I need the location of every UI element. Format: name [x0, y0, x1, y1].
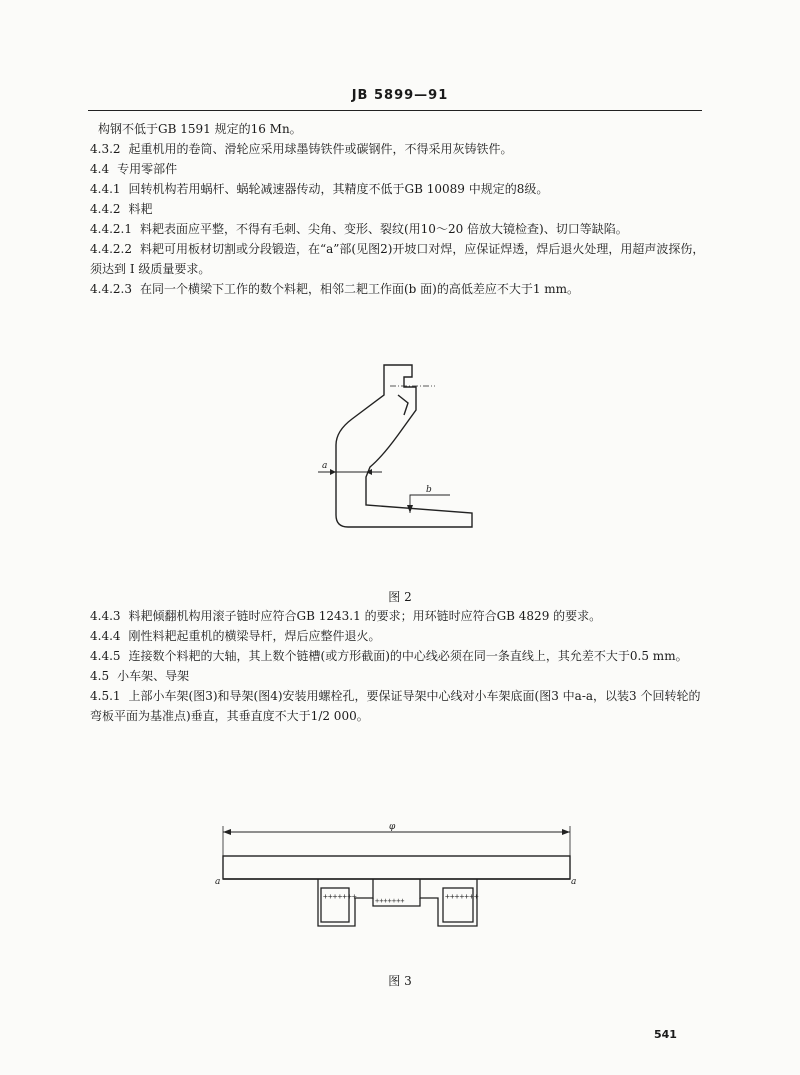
paragraph: 4.4.1 回转机构若用蜗杆、蜗轮减速器传动，其精度不低于GB 10089 中规定的8级。 [90, 182, 549, 196]
paragraph: 4.4.3 料耙倾翻机构用滚子链时应符合GB 1243.1 的要求；用环链时应符合GB 4829 的要求。 [90, 609, 602, 623]
paragraph: 4.4.2.2 料耙可用板材切割或分段锻造，在“a”部(见图2)开坡口对焊，应保证焊透，焊后退火处理，用超声波探伤，须达到 I 级质量要求。 [90, 242, 705, 276]
section-a-arrow [330, 469, 336, 475]
page-number: 541 [654, 1028, 677, 1041]
right-bracket [420, 879, 477, 926]
label-a: a [322, 461, 328, 471]
paragraph: 构钢不低于GB 1591 规定的16 Mn。 [98, 122, 302, 136]
text-block-top [90, 119, 710, 299]
hatch-right: +++++++ [445, 892, 479, 901]
rake-inner-notch [398, 395, 408, 415]
figure-3-trolley-frame-drawing [215, 820, 580, 930]
paragraph: 4.4.5 连接数个料耙的大轴，其上数个链槽(或方形截面)的中心线必须在同一条直线上，其允差不大于0.5 mm。 [90, 649, 688, 663]
page-header: JB 5899—91 [351, 88, 449, 103]
label-phi: φ [389, 822, 396, 832]
label-a-right: a [571, 877, 577, 887]
paragraph: 4.4.4 刚性料耙起重机的横梁导杆，焊后应整件退火。 [90, 629, 381, 643]
text-block-mid [90, 606, 710, 726]
hatch-center: +++++++ [375, 897, 405, 905]
paragraph: 4.4.2 料耙 [90, 202, 153, 216]
label-b: b [426, 485, 432, 495]
dim-arrow-left [223, 829, 231, 835]
figure-2-rake-drawing [300, 355, 500, 545]
paragraph: 4.5 小车架、导架 [90, 669, 190, 683]
paragraph: 4.3.2 起重机用的卷筒、滑轮应采用球墨铸铁件或碳钢件，不得采用灰铸铁件。 [90, 142, 513, 156]
paragraph: 4.5.1 上部小车架(图3)和导架(图4)安装用螺栓孔，要保证导架中心线对小车架底面(图3 中a-a，以装3 个回转轮的弯板平面为基准点)垂直，其垂直度不大于1/2 000。 [90, 689, 701, 723]
figure-2-caption: 图 2 [388, 590, 412, 604]
dim-arrow-right [562, 829, 570, 835]
frame-top-plate [223, 856, 570, 879]
paragraph: 4.4.2.3 在同一个横梁下工作的数个料耙，相邻二耙工作面(b 面)的高低差应不大于1 mm。 [90, 282, 580, 296]
header-rule [88, 110, 702, 111]
hatch-left: +++++++ [323, 892, 357, 901]
figure-3-caption: 图 3 [388, 974, 412, 988]
paragraph: 4.4 专用零部件 [90, 162, 178, 176]
rake-outline [336, 365, 472, 527]
paragraph: 4.4.2.1 料耙表面应平整，不得有毛刺、尖角、变形、裂纹(用10～20 倍放大镜检查)、切口等缺陷。 [90, 222, 628, 236]
left-bracket [318, 879, 373, 926]
label-a-left: a [215, 877, 221, 887]
